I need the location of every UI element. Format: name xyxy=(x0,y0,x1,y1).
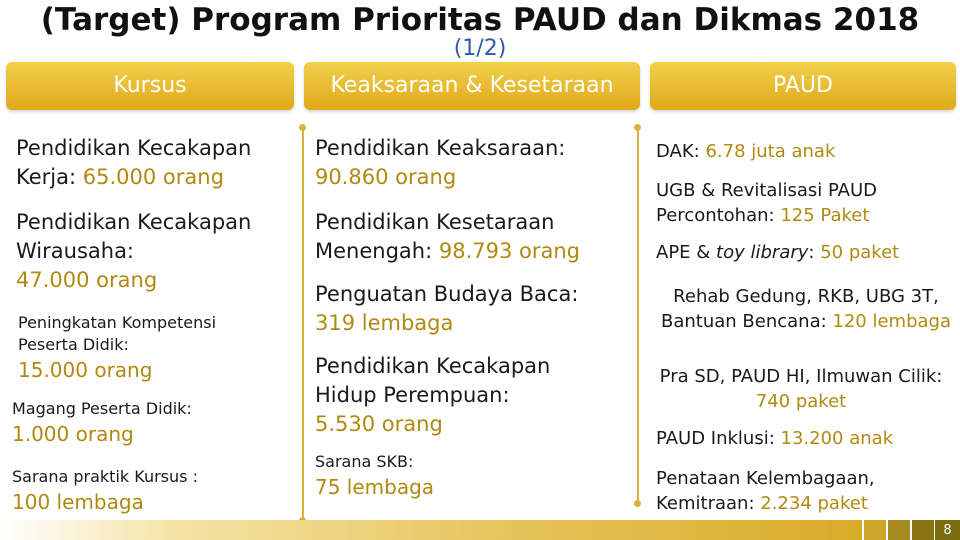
item-value: 2.234 paket xyxy=(760,493,868,514)
item-label: Pendidikan Kecakapan Wirausaha: xyxy=(16,210,252,263)
list-item xyxy=(315,451,615,501)
list-item xyxy=(16,208,301,295)
divider-line-1 xyxy=(302,128,304,522)
item-value: 740 paket xyxy=(755,391,847,412)
header-keaksaraan: Keaksaraan & Kesetaraan xyxy=(304,62,640,110)
item-label: Sarana SKB: xyxy=(315,452,414,471)
item-value: 50 paket xyxy=(820,242,900,263)
item-label-colon: : xyxy=(808,242,815,263)
item-value: 5.530 orang xyxy=(315,412,443,436)
item-label-italic: toy library xyxy=(716,242,809,263)
item-value: 6.78 juta anak xyxy=(705,141,836,162)
list-item xyxy=(315,134,633,192)
item-value: 15.000 orang xyxy=(18,358,153,382)
item-value: 120 lembaga xyxy=(832,311,952,332)
list-item xyxy=(656,284,956,334)
item-value: 90.860 orang xyxy=(315,165,457,189)
item-value: 1.000 orang xyxy=(12,422,134,446)
item-value: 125 Paket xyxy=(780,205,870,226)
item-label: Pendidikan Kecakapan Kerja: xyxy=(16,136,252,189)
item-label: APE & xyxy=(656,242,711,263)
divider-dot xyxy=(634,500,641,507)
item-label: Penataan Kelembagaan, Kemitraan: xyxy=(656,468,875,514)
footer-block xyxy=(888,520,910,540)
divider-dot xyxy=(299,124,306,131)
page-subtitle: (1/2) xyxy=(453,36,507,61)
item-value: 98.793 orang xyxy=(438,239,581,263)
item-value: 100 lembaga xyxy=(12,490,144,514)
item-label: Pendidikan Kesetaraan Menengah: xyxy=(315,210,555,263)
item-label: Penguatan Budaya Baca: xyxy=(315,282,579,306)
page-title: (Target) Program Prioritas PAUD dan Dikmas 2018 xyxy=(40,2,920,38)
list-item xyxy=(315,352,615,439)
divider-line-2 xyxy=(637,128,639,504)
list-item xyxy=(16,134,301,192)
list-item xyxy=(656,240,956,265)
header-paud: PAUD xyxy=(650,62,956,110)
item-label: Sarana praktik Kursus : xyxy=(12,467,198,486)
footer-block xyxy=(864,520,886,540)
list-item xyxy=(315,280,633,338)
item-value: 75 lembaga xyxy=(315,475,435,499)
item-label: Magang Peserta Didik: xyxy=(12,399,192,418)
item-label: Pra SD, PAUD HI, Ilmuwan Cilik: xyxy=(659,366,943,387)
list-item xyxy=(656,426,956,451)
item-label: Peningkatan Kompetensi Peserta Didik: xyxy=(18,313,217,354)
item-label: Rehab Gedung, RKB, UBG 3T, Bantuan Bencana: xyxy=(660,286,939,332)
item-label: UGB & Revitalisasi PAUD Percontohan: xyxy=(656,180,878,226)
divider-dot xyxy=(634,124,641,131)
list-item xyxy=(12,466,292,516)
list-item xyxy=(656,466,946,516)
item-value: 47.000 orang xyxy=(16,268,158,292)
footer-bar xyxy=(0,520,862,540)
item-value: 13.200 anak xyxy=(780,428,894,449)
item-label: PAUD Inklusi: xyxy=(656,428,775,449)
footer-block xyxy=(912,520,934,540)
item-value: 319 lembaga xyxy=(315,311,454,335)
list-item xyxy=(18,312,288,384)
item-value: 65.000 orang xyxy=(82,165,224,189)
page-number: 8 xyxy=(943,523,952,538)
list-item xyxy=(315,208,633,266)
list-item xyxy=(656,178,956,228)
item-label: Pendidikan Keaksaraan: xyxy=(315,136,566,160)
item-label: Pendidikan Kecakapan Hidup Perempuan: xyxy=(315,354,551,407)
list-item xyxy=(656,364,946,414)
header-kursus: Kursus xyxy=(6,62,294,110)
list-item xyxy=(656,139,956,164)
list-item xyxy=(12,398,292,448)
item-label: DAK: xyxy=(656,141,700,162)
